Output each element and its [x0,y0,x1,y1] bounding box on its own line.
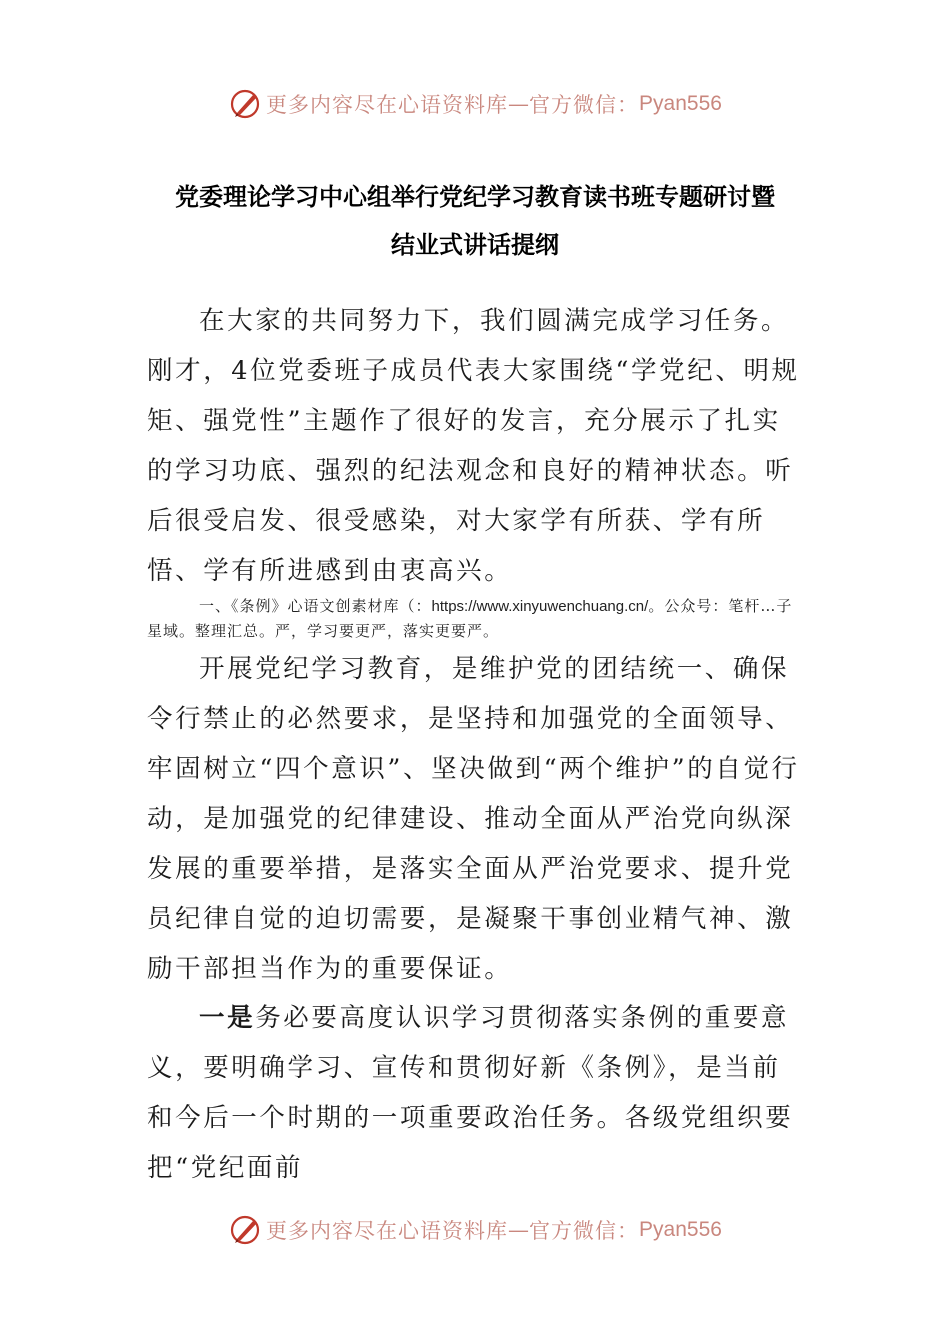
header-watermark-banner [0,84,950,124]
source-note-suffix: 。公众号：笔杆…子星域。整理汇总。严，学习要更严，落实更要严。 [147,597,793,640]
paragraph-3-text: 务必要高度认识学习贯彻落实条例的重要意义，要明确学习、宣传和贯彻好新《条例》，是当前和今后一个时期的一项重要政治任务。各级党组织要把“党纪面前 [147,1003,794,1183]
source-note-url: https://www.xinyuwenchuang.cn/ [431,598,649,615]
document-title-line-1: 党委理论学习中心组举行党纪学习教育读书班专题研讨暨 [175,183,775,211]
paragraph-3 [147,993,807,1193]
banner-dash: — [508,1218,530,1242]
source-note-prefix: 一、《条例》心语文创素材库（： [199,597,432,615]
paragraph-3-lead: 一是 [199,1003,256,1033]
banner-dash: — [508,92,530,116]
source-note [147,594,797,643]
paragraph-1: 在大家的共同努力下，我们圆满完成学习任务。刚才，4位党委班子成员代表大家围绕“学党纪、明规矩、强党性”主题作了很好的发言，充分展示了扎实的学习功底、强烈的纪法观念和良好的精神状态。听后很受启发、很受感染，对大家学有所获、学有所悟、学有所进感到由衷高兴。 [147,306,800,586]
pen-circle-logo-icon [228,87,262,121]
source-note-text [147,594,797,643]
banner-text: 更多内容尽在心语资料库 [266,1219,509,1243]
paragraph-2: 开展党纪学习教育，是维护党的团结统一、确保令行禁止的必然要求，是坚持和加强党的全面领导、牢固树立“四个意识”、坚决做到“两个维护”的自觉行动，是加强党的纪律建设、推动全面从严治党向纵深发展的重要举措，是落实全面从严治党要求、提升党员纪律自觉的迫切需要，是凝聚干事创业精气神、激励干部担当作为的重要保证。 [147,654,800,984]
banner-wechat-label: 官方微信： [529,1219,640,1243]
document-title-line-2: 结业式讲话提纲 [391,231,559,259]
banner-wechat-id: Pyan556 [639,92,722,115]
footer-watermark-banner [0,1210,950,1250]
pen-circle-logo-icon [228,1213,262,1247]
banner-wechat-label: 官方微信： [529,93,640,117]
banner-wechat-id: Pyan556 [639,1218,722,1241]
banner-text: 更多内容尽在心语资料库 [266,93,509,117]
